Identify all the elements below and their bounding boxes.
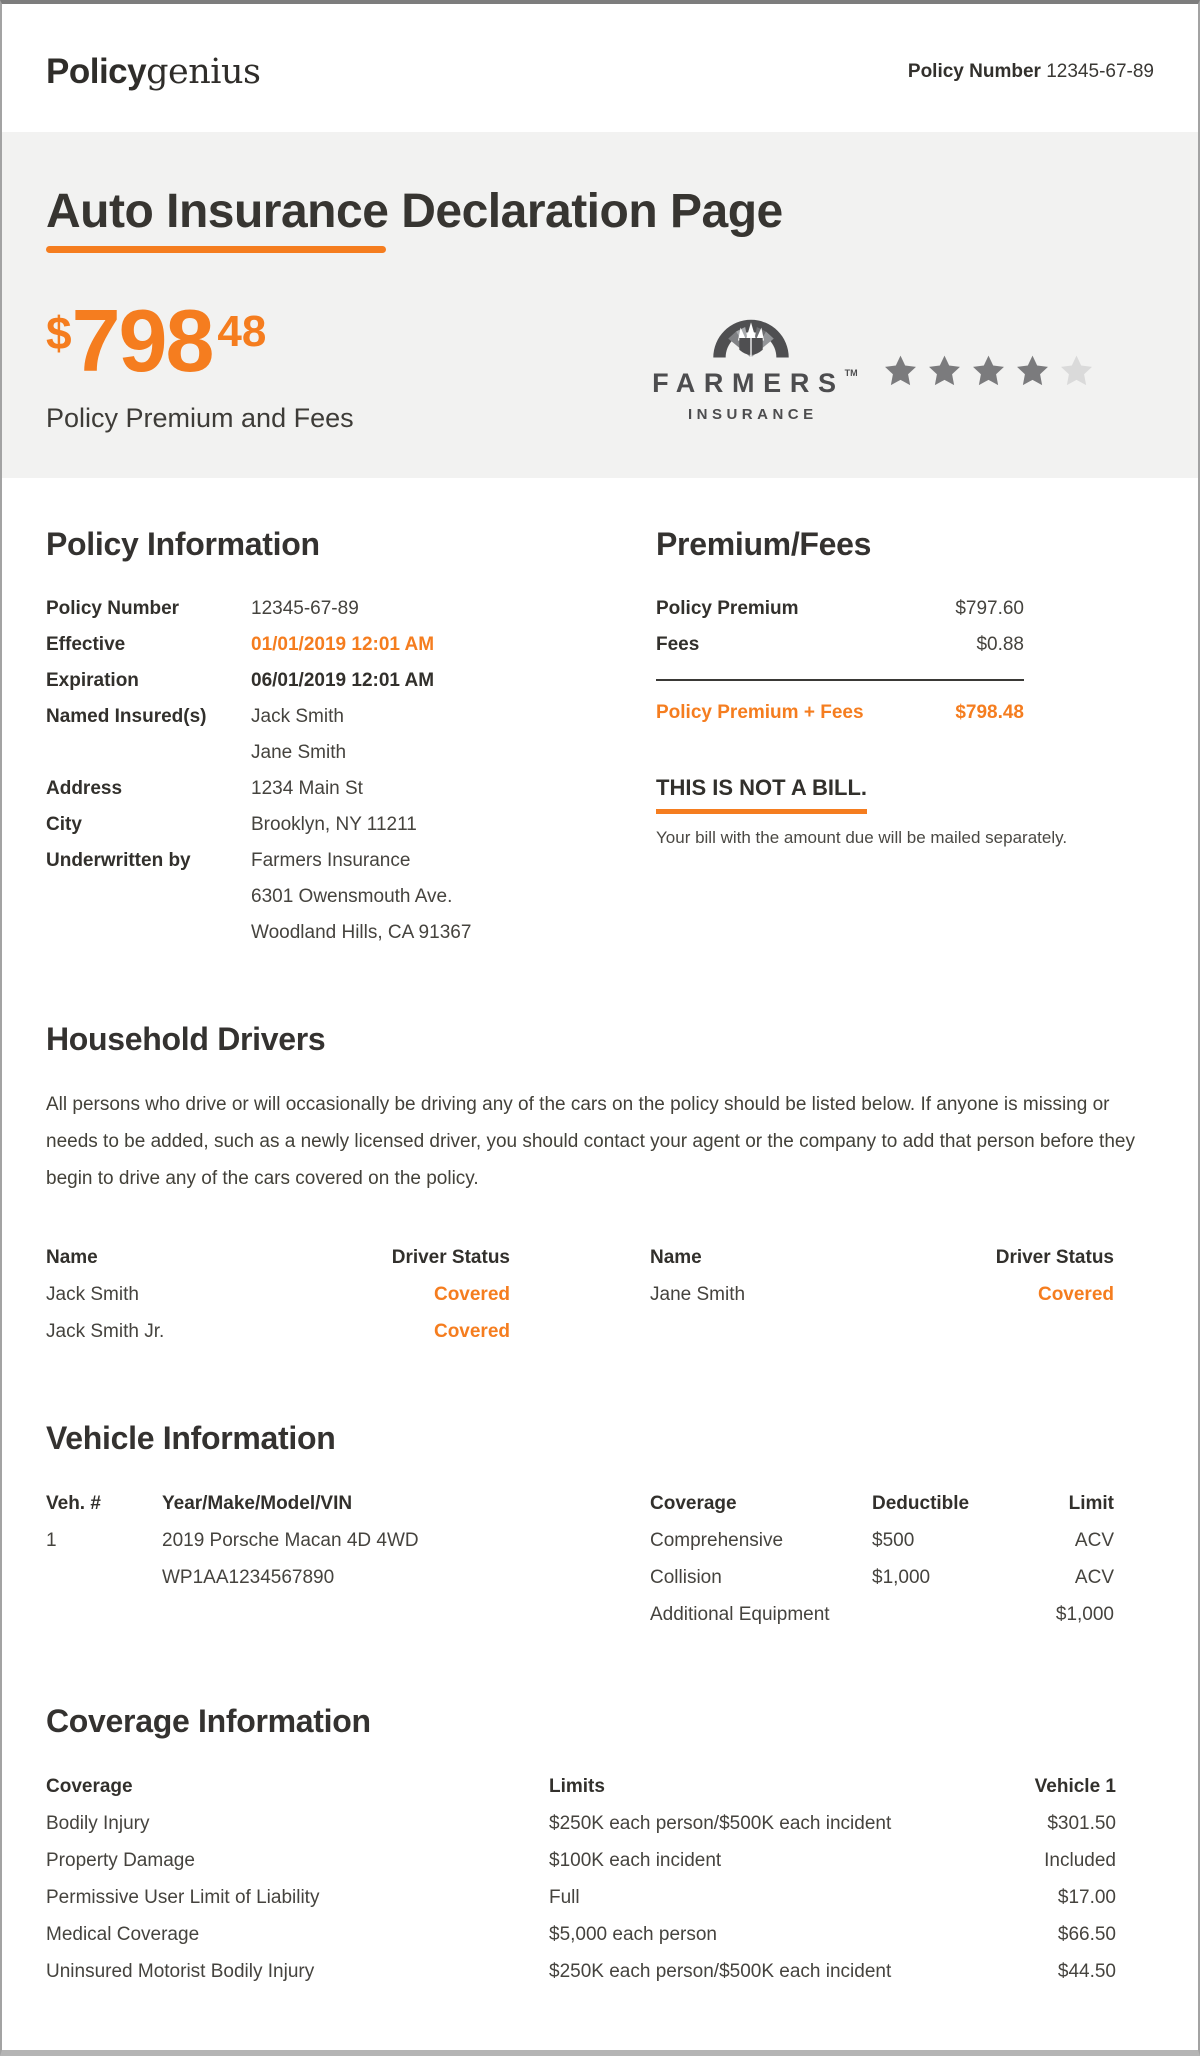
fee-divider bbox=[656, 679, 1024, 681]
limits-col-header: Limits bbox=[549, 1776, 605, 1798]
household-drivers-heading: Household Drivers bbox=[46, 1021, 326, 1058]
driver-status: Covered bbox=[433, 1284, 510, 1306]
info-label: City bbox=[46, 814, 82, 836]
vehicle-year-make-model: 2019 Porsche Macan 4D 4WD bbox=[162, 1530, 419, 1552]
coverage-row bbox=[46, 1953, 1116, 1990]
star-filled-icon bbox=[883, 353, 918, 388]
info-value: 12345-67-89 bbox=[251, 598, 359, 620]
policy-number-label: Policy Number bbox=[907, 61, 1041, 82]
driver-row bbox=[46, 1276, 510, 1313]
header-policy-number bbox=[908, 61, 1154, 83]
vehicle-coverage-row bbox=[650, 1596, 1114, 1633]
vehicle-header-row bbox=[46, 1485, 510, 1522]
driver-status: Covered bbox=[433, 1321, 510, 1343]
insured-line: Jack Smith bbox=[251, 706, 344, 728]
coverage-deductible bbox=[872, 1596, 1022, 1633]
status-header: Driver Status bbox=[391, 1247, 510, 1269]
premium-price-block bbox=[46, 291, 354, 434]
info-row bbox=[46, 771, 656, 807]
coverage-name: Uninsured Motorist Bodily Injury bbox=[46, 1961, 315, 1983]
underwriter-line: Farmers Insurance bbox=[251, 850, 411, 872]
policygenius-logo bbox=[46, 52, 260, 92]
info-value: 1234 Main St bbox=[251, 778, 363, 800]
coverage-deductible: $1,000 bbox=[872, 1567, 931, 1589]
info-label: Effective bbox=[46, 634, 126, 656]
info-label: Expiration bbox=[46, 670, 139, 692]
info-value-effective: 01/01/2019 12:01 AM bbox=[251, 634, 435, 656]
star-filled-icon bbox=[1015, 353, 1050, 388]
info-label: Named Insured(s) bbox=[46, 706, 207, 728]
info-label: Underwritten by bbox=[46, 850, 191, 872]
price-currency: $ bbox=[46, 307, 72, 360]
fee-label: Policy Premium bbox=[656, 598, 799, 620]
vehicle1-col-header: Vehicle 1 bbox=[1034, 1776, 1116, 1798]
coverage-information-section bbox=[46, 1703, 1154, 1990]
insurer-block bbox=[652, 317, 1094, 423]
coverage-limits: $5,000 each person bbox=[549, 1924, 717, 1946]
vehicle-column-left bbox=[46, 1485, 510, 1633]
coverage-row bbox=[46, 1842, 1116, 1879]
insured-line: Jane Smith bbox=[251, 742, 347, 764]
vehicle-table bbox=[46, 1485, 1154, 1633]
premium-price bbox=[46, 291, 354, 391]
vehicle-coverage-header-row bbox=[650, 1485, 1114, 1522]
driver-row bbox=[650, 1276, 1114, 1313]
name-header: Name bbox=[650, 1247, 702, 1269]
info-value-expiration: 06/01/2019 12:01 AM bbox=[251, 670, 435, 692]
household-drivers-section bbox=[46, 1021, 1154, 1350]
policy-number-value: 12345-67-89 bbox=[1046, 61, 1154, 82]
veh-number-header: Veh. # bbox=[46, 1493, 101, 1515]
fee-amount: $0.88 bbox=[976, 634, 1024, 656]
farmers-logo bbox=[652, 317, 858, 424]
page-header bbox=[2, 4, 1198, 132]
coverage-row bbox=[46, 1916, 1116, 1953]
coverage-limits: $100K each incident bbox=[549, 1850, 722, 1872]
coverage-name: Comprehensive bbox=[650, 1530, 784, 1552]
coverage-information-heading: Coverage Information bbox=[46, 1703, 371, 1740]
underwriter-line: 6301 Owensmouth Ave. bbox=[251, 886, 453, 908]
fee-row bbox=[656, 591, 1024, 627]
fee-total-row bbox=[656, 695, 1024, 731]
info-row bbox=[46, 627, 656, 663]
price-dollars: 798 bbox=[71, 291, 213, 391]
drivers-header-row bbox=[650, 1239, 1114, 1276]
page-title-rest: Declaration Page bbox=[388, 185, 783, 238]
info-row bbox=[46, 807, 656, 843]
name-header: Name bbox=[46, 1247, 98, 1269]
underwriter-line: Woodland Hills, CA 91367 bbox=[251, 922, 472, 944]
coverage-limit: ACV bbox=[1074, 1530, 1114, 1552]
info-row bbox=[46, 663, 656, 699]
fee-total-label: Policy Premium + Fees bbox=[656, 702, 864, 724]
coverage-limits: $250K each person/$500K each incident bbox=[549, 1961, 892, 1983]
coverage-vehicle1-value: $301.50 bbox=[1047, 1813, 1116, 1835]
main-content bbox=[2, 478, 1198, 2050]
coverage-vehicle1-value: Included bbox=[1044, 1850, 1116, 1872]
coverage-limit: $1,000 bbox=[1055, 1604, 1114, 1626]
coverage-limits: $250K each person/$500K each incident bbox=[549, 1813, 892, 1835]
status-header: Driver Status bbox=[995, 1247, 1114, 1269]
policy-information-heading: Policy Information bbox=[46, 526, 320, 563]
brand-serif: genius bbox=[146, 52, 261, 92]
premium-fees-section bbox=[656, 478, 1154, 951]
coverage-limit: ACV bbox=[1074, 1567, 1114, 1589]
drivers-table bbox=[46, 1239, 1154, 1350]
policy-information-section bbox=[46, 478, 656, 951]
coverage-vehicle1-value: $44.50 bbox=[1057, 1961, 1116, 1983]
coverage-col-header: Coverage bbox=[46, 1776, 133, 1798]
driver-status: Covered bbox=[1037, 1284, 1114, 1306]
star-empty-icon bbox=[1059, 353, 1094, 388]
coverage-name: Additional Equipment bbox=[650, 1604, 830, 1626]
info-row bbox=[46, 843, 656, 951]
coverage-name: Bodily Injury bbox=[46, 1813, 150, 1835]
fee-label: Fees bbox=[656, 634, 700, 656]
info-value: Brooklyn, NY 11211 bbox=[251, 814, 417, 836]
vehicle-column-right bbox=[650, 1485, 1114, 1633]
drivers-header-row bbox=[46, 1239, 510, 1276]
coverage-vehicle1-value: $66.50 bbox=[1057, 1924, 1116, 1946]
coverage-table bbox=[46, 1768, 1154, 1990]
veh-number-spacer bbox=[46, 1559, 162, 1596]
premium-fees-heading: Premium/Fees bbox=[656, 526, 872, 563]
driver-name: Jack Smith Jr. bbox=[46, 1321, 165, 1343]
drivers-column-left bbox=[46, 1239, 510, 1350]
coverage-name: Permissive User Limit of Liability bbox=[46, 1887, 320, 1909]
fee-amount: $797.60 bbox=[955, 598, 1024, 620]
coverage-deductible: $500 bbox=[872, 1530, 915, 1552]
farmers-name: FARMERS bbox=[652, 368, 845, 399]
driver-row bbox=[46, 1313, 510, 1350]
driver-name: Jane Smith bbox=[650, 1284, 746, 1306]
insurance-wordmark: INSURANCE bbox=[687, 406, 818, 424]
coverage-limits: Full bbox=[549, 1887, 580, 1909]
star-filled-icon bbox=[927, 353, 962, 388]
price-cents: 48 bbox=[217, 307, 267, 357]
coverage-row bbox=[46, 1879, 1116, 1916]
hero-row bbox=[46, 291, 1154, 434]
vehicle-information-heading: Vehicle Information bbox=[46, 1420, 336, 1457]
coverage-vehicle1-value: $17.00 bbox=[1057, 1887, 1116, 1909]
info-value-insureds bbox=[251, 699, 656, 771]
ymmv-header: Year/Make/Model/VIN bbox=[162, 1493, 353, 1515]
fee-total-amount: $798.48 bbox=[955, 702, 1024, 724]
vehicle-coverage-row bbox=[650, 1522, 1114, 1559]
trademark-mark: TM bbox=[844, 368, 858, 379]
info-label: Policy Number bbox=[46, 598, 180, 620]
vehicle-vin: WP1AA1234567890 bbox=[162, 1567, 335, 1589]
info-row bbox=[46, 591, 656, 627]
brand-bold: Policy bbox=[46, 52, 147, 91]
page-title-underlined: Auto Insurance bbox=[46, 185, 389, 238]
policy-premium-columns bbox=[46, 478, 1154, 951]
vehicle-row bbox=[46, 1522, 510, 1559]
coverage-row bbox=[46, 1805, 1116, 1842]
star-filled-icon bbox=[971, 353, 1006, 388]
not-a-bill-notice: THIS IS NOT A BILL. bbox=[656, 775, 867, 814]
hero-band bbox=[2, 132, 1198, 478]
info-value-underwriter bbox=[251, 843, 656, 951]
fee-row bbox=[656, 627, 1024, 663]
coverage-name: Collision bbox=[650, 1567, 722, 1589]
coverage-name: Medical Coverage bbox=[46, 1924, 200, 1946]
vehicle-information-section bbox=[46, 1420, 1154, 1633]
coverage-name: Property Damage bbox=[46, 1850, 195, 1872]
vehicle-coverage-row bbox=[650, 1559, 1114, 1596]
premium-table bbox=[656, 591, 1024, 731]
deductible-header: Deductible bbox=[872, 1493, 970, 1515]
household-drivers-description: All persons who drive or will occasionally be driving any of the cars on the policy should be listed below. If anyone is missing or needs to be added, such as a newly licensed driver, you should contact your agent or the company to add that person before they begin to drive any of the cars covered on the policy. bbox=[46, 1094, 1135, 1190]
vehicle-vin-row bbox=[46, 1559, 510, 1596]
limit-header: Limit bbox=[1068, 1493, 1114, 1515]
drivers-column-right bbox=[650, 1239, 1114, 1350]
farmers-sunburst-icon bbox=[712, 317, 790, 359]
coverage-header-row bbox=[46, 1768, 1116, 1805]
coverage-header: Coverage bbox=[650, 1493, 737, 1515]
driver-name: Jack Smith bbox=[46, 1284, 139, 1306]
info-label: Address bbox=[46, 778, 123, 800]
info-row bbox=[46, 699, 656, 771]
page-title bbox=[46, 184, 1154, 239]
star-rating bbox=[883, 353, 1094, 388]
bill-note: Your bill with the amount due will be mailed separately. bbox=[656, 828, 1068, 848]
price-caption: Policy Premium and Fees bbox=[46, 403, 354, 434]
veh-number: 1 bbox=[46, 1530, 57, 1552]
farmers-wordmark bbox=[652, 368, 858, 399]
